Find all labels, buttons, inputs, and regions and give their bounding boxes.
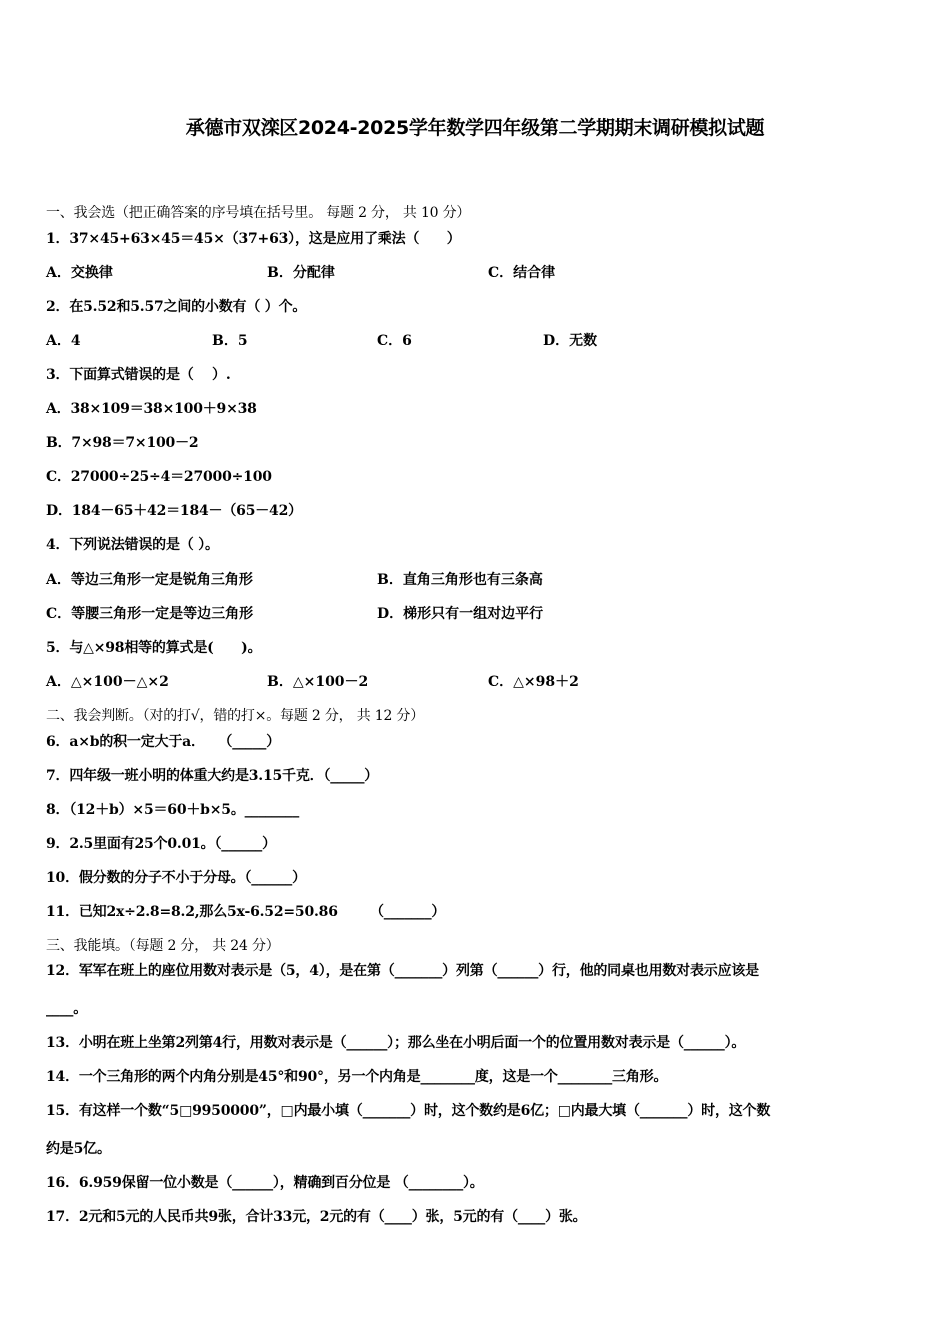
question-9: 9．2.5里面有25个0.01。（______） <box>46 836 276 852</box>
question-4: 4．下列说法错误的是（ ）。 <box>46 537 219 553</box>
q1-option-b: B．分配律 <box>267 265 335 281</box>
q5-option-b: B．△×100－2 <box>267 674 369 690</box>
q2-option-a: A．4 <box>46 333 81 349</box>
question-15: 15．有这样一个数“5□9950000”，□内最小填（_______）时，这个数约是6亿；□内最大填（_______）时，这个数 <box>46 1103 771 1119</box>
q1-option-c: C．结合律 <box>488 265 556 281</box>
question-3: 3．下面算式错误的是（ ）. <box>46 367 231 383</box>
question-16: 16．6.959保留一位小数是（______），精确到百分位是 （________）。 <box>46 1175 484 1191</box>
q4-option-b: B．直角三角形也有三条高 <box>377 572 543 588</box>
question-6: 6．a×b的积一定大于a． （_____） <box>46 734 281 750</box>
question-12-cont: ____。 <box>46 1001 87 1017</box>
q4-option-c: C．等腰三角形一定是等边三角形 <box>46 606 254 622</box>
q2-option-d: D．无数 <box>543 333 598 349</box>
question-13: 13．小明在班上坐第2列第4行，用数对表示是（______）；那么坐在小明后面一个的位置用数对表示是（______）。 <box>46 1035 746 1051</box>
section-2-heading: 二、我会判断。（对的打√，错的打×。每题 2 分， 共 12 分） <box>46 708 425 724</box>
question-11: 11．已知2x÷2.8=8.2,那么5x-6.52=50.86 （_______） <box>46 904 446 920</box>
q3-option-d: D．184－65＋42＝184－（65－42） <box>46 503 302 519</box>
q4-option-d: D．梯形只有一组对边平行 <box>377 606 544 622</box>
q3-option-b: B．7×98＝7×100－2 <box>46 435 199 451</box>
question-8: 8．（12＋b）×5＝60＋b×5。________ <box>46 802 300 818</box>
question-14: 14．一个三角形的两个内角分别是45°和90°，另一个内角是________度，这是一个________三角形。 <box>46 1069 668 1085</box>
question-10: 10．假分数的分子不小于分母。（______） <box>46 870 306 886</box>
question-12: 12．军军在班上的座位用数对表示是（5，4），是在第（_______）列第（______）行，他的同桌也用数对表示应该是 <box>46 963 759 979</box>
question-7: 7．四年级一班小明的体重大约是3.15千克．（_____） <box>46 768 379 784</box>
question-15-cont: 约是5亿。 <box>46 1141 111 1157</box>
q5-option-c: C．△×98＋2 <box>488 674 579 690</box>
q4-option-a: A．等边三角形一定是锐角三角形 <box>46 572 253 588</box>
page-title: 承德市双滦区2024-2025学年数学四年级第二学期期末调研模拟试题 <box>185 117 765 139</box>
section-3-heading: 三、我能填。（每题 2 分， 共 24 分） <box>46 938 280 954</box>
q2-option-b: B．5 <box>212 333 248 349</box>
question-17: 17．2元和5元的人民币共9张，合计33元，2元的有（____）张，5元的有（____）张。 <box>46 1209 587 1225</box>
q5-option-a: A．△×100－△×2 <box>46 674 169 690</box>
question-1: 1．37×45+63×45＝45×（37+63），这是应用了乘法（ ） <box>46 231 461 247</box>
question-2: 2．在5.52和5.57之间的小数有（ ）个。 <box>46 299 307 315</box>
section-1-heading: 一、我会选（把正确答案的序号填在括号里。 每题 2 分， 共 10 分） <box>46 205 471 221</box>
q1-option-a: A．交换律 <box>46 265 113 281</box>
q3-option-c: C．27000÷25÷4＝27000÷100 <box>46 469 272 485</box>
q2-option-c: C．6 <box>377 333 412 349</box>
q3-option-a: A．38×109＝38×100＋9×38 <box>46 401 257 417</box>
question-5: 5．与△×98相等的算式是( )。 <box>46 640 262 656</box>
